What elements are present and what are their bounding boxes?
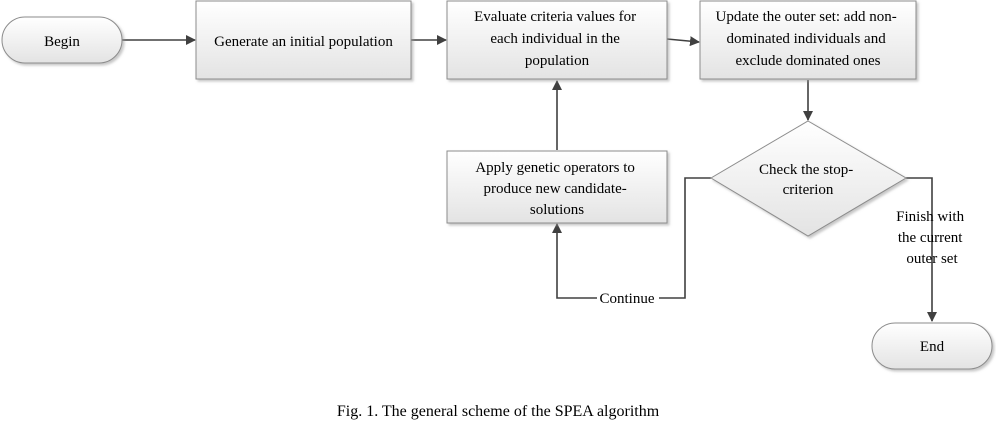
generate-process xyxy=(196,1,411,79)
update-line-3: exclude dominated ones xyxy=(735,53,881,69)
evaluate-line-3: population xyxy=(524,53,590,69)
check-line-2: criterion xyxy=(782,182,834,198)
evaluate-line-1: Evaluate criteria values for xyxy=(474,9,637,25)
finish-line-2: the current xyxy=(897,230,963,246)
finish-line-1: Finish with xyxy=(896,209,965,225)
generate-label: Generate an initial population xyxy=(214,34,393,50)
apply-line-3: solutions xyxy=(529,202,585,218)
check-decision xyxy=(711,121,906,236)
finish-edge-label xyxy=(896,209,968,267)
apply-line-2: produce new candidate- xyxy=(483,181,627,197)
check-line-1: Check the stop- xyxy=(759,162,854,178)
apply-process xyxy=(447,151,667,223)
update-line-1: Update the outer set: add non- xyxy=(715,9,897,25)
update-process xyxy=(700,1,916,79)
begin-label: Begin xyxy=(44,34,80,50)
update-line-2: dominated individuals and xyxy=(726,31,886,47)
continue-edge-label: Continue xyxy=(599,291,655,307)
arrow-finish-to-end xyxy=(906,178,932,321)
update-label xyxy=(716,9,901,69)
end-terminator xyxy=(872,323,992,369)
finish-line-3: outer set xyxy=(906,251,958,267)
end-label: End xyxy=(919,339,945,355)
evaluate-line-2: each individual in the xyxy=(490,31,620,47)
begin-terminator xyxy=(2,17,122,63)
evaluate-process xyxy=(447,1,667,79)
apply-line-1: Apply genetic operators to xyxy=(475,160,635,176)
arrow-evaluate-to-update xyxy=(667,39,699,42)
figure-caption: Fig. 1. The general scheme of the SPEA algorithm xyxy=(336,403,660,420)
